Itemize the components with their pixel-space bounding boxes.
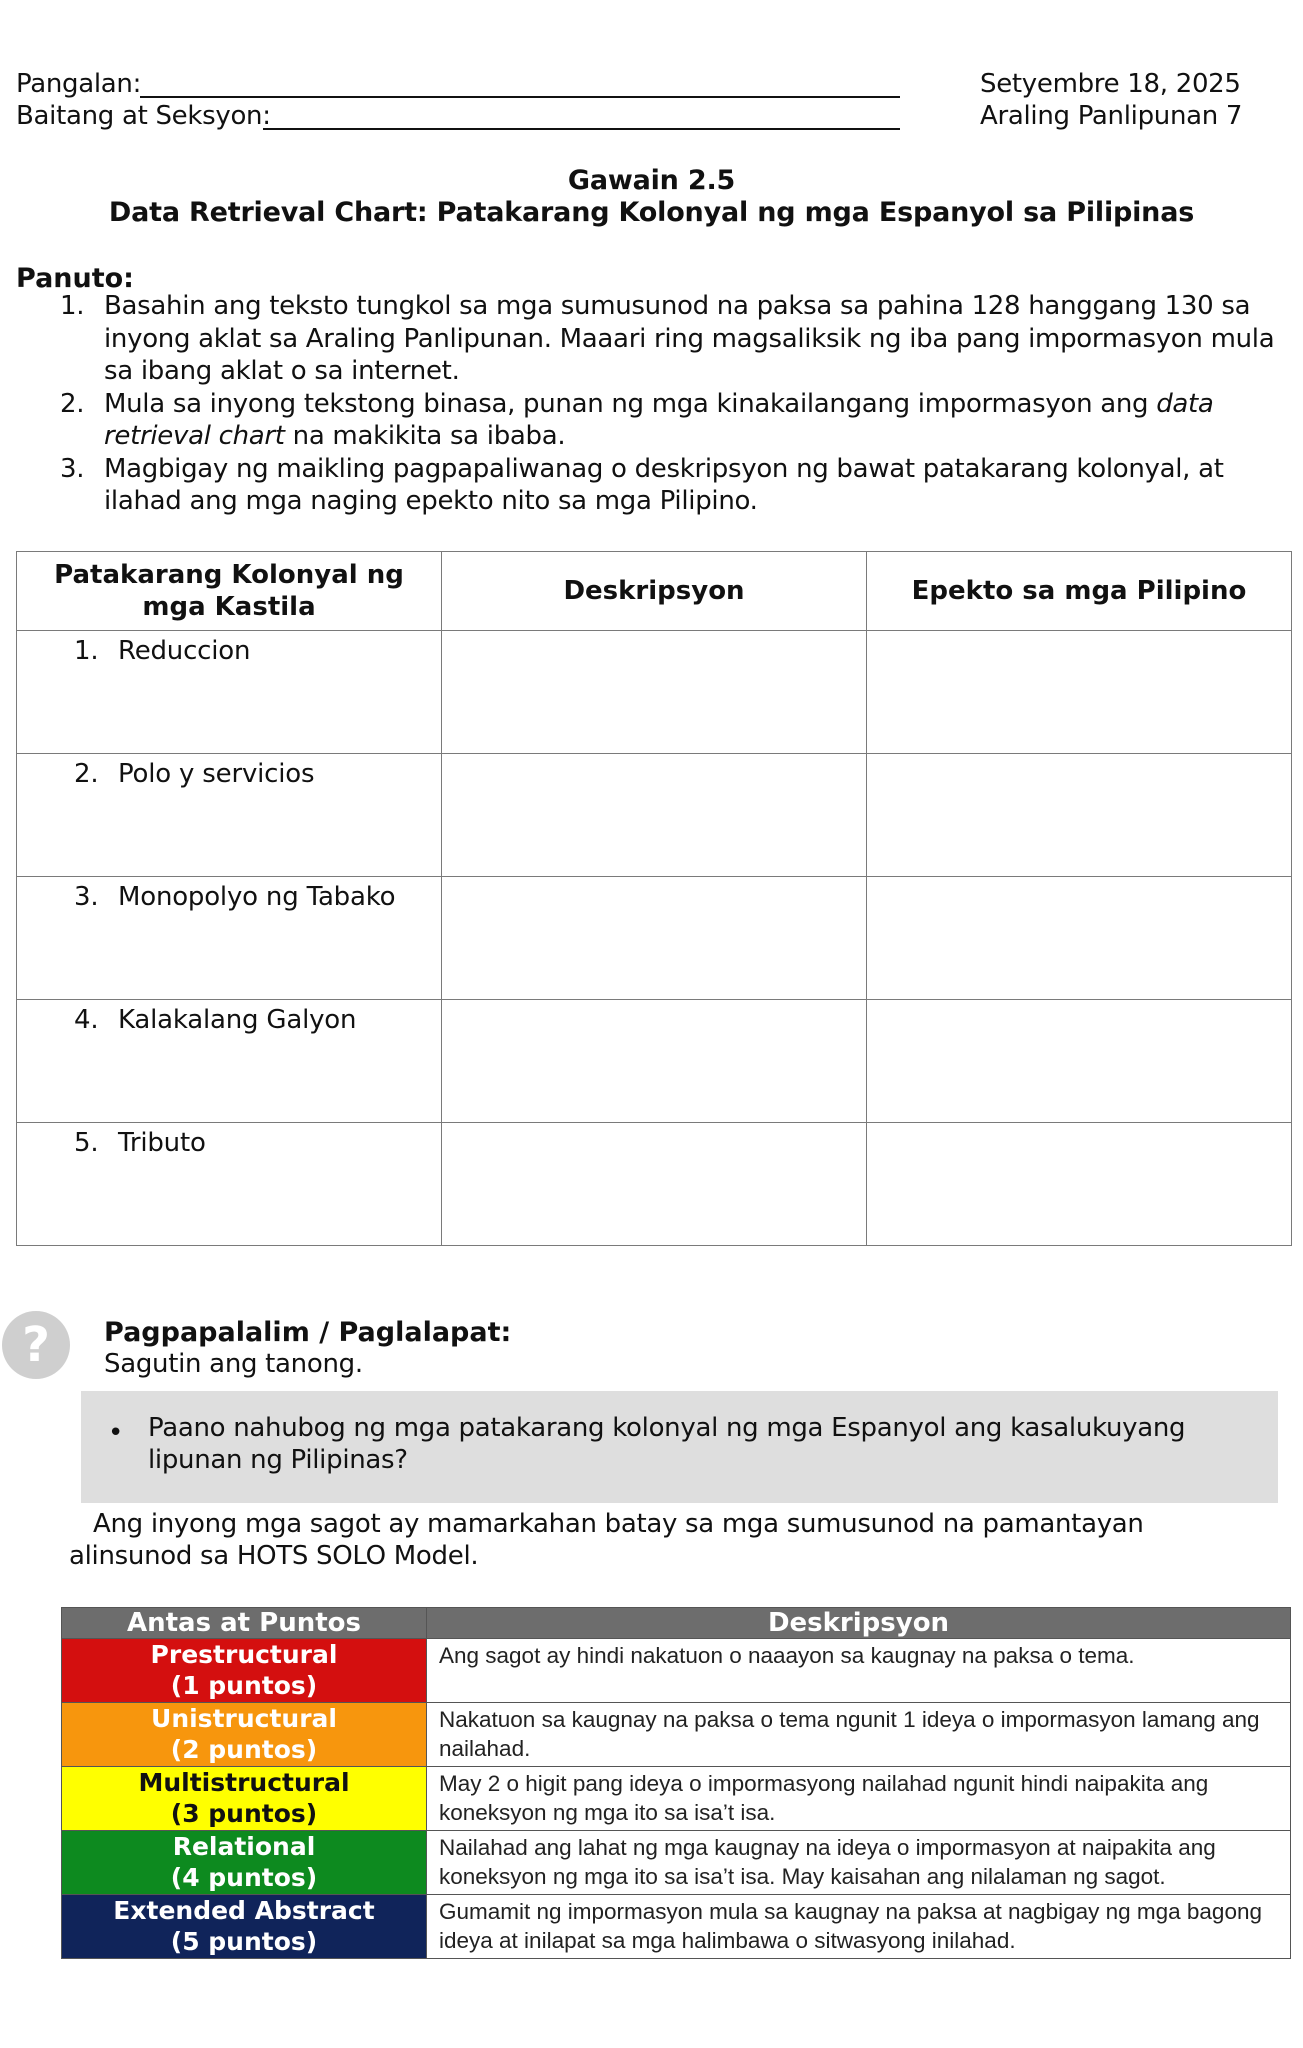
rubric-header-row [62, 1608, 1291, 1639]
rubric-description-cell: Gumamit ng impormasyon mula sa kaugnay na paksa at nagbigay ng mga bagong ideya at inilapat sa mga halimbawa o sitwasyong inilahad. [427, 1895, 1291, 1959]
drc-policy-cell [17, 631, 442, 754]
question-mark-icon: ? [2, 1311, 70, 1379]
drc-row [17, 877, 1292, 1000]
instruction-item [54, 388, 1284, 453]
row-number: 3. [74, 882, 99, 912]
rubric-level-cell [62, 1767, 427, 1831]
rubric-level-name: Unistructural [151, 1704, 337, 1733]
drc-effect-cell[interactable] [867, 877, 1292, 1000]
date-text: Setyembre 18, 2025 [980, 69, 1241, 99]
instruction-item [54, 453, 1284, 518]
rubric-description-cell: Nakatuon sa kaugnay na paksa o tema ngunit 1 ideya o impormasyon lamang ang nailahad. [427, 1703, 1291, 1767]
deepening-heading: Pagpapalalim / Paglalapat: [104, 1317, 512, 1348]
row-number: 1. [74, 636, 99, 666]
panuto-heading: Panuto: [16, 263, 134, 294]
rubric-level-points: (2 puntos) [170, 1735, 318, 1764]
drc-header-effect: Epekto sa mga Pilipino [867, 552, 1292, 631]
rubric-row [62, 1831, 1291, 1895]
name-label: Pangalan: [16, 69, 142, 99]
data-retrieval-chart [16, 551, 1292, 1246]
policy-label: Kalakalang Galyon [118, 1005, 357, 1035]
drc-effect-cell[interactable] [867, 1000, 1292, 1123]
drc-row [17, 631, 1292, 754]
rubric-level-name: Extended Abstract [113, 1896, 375, 1925]
row-number: 4. [74, 1005, 99, 1035]
drc-effect-cell[interactable] [867, 1123, 1292, 1246]
bullet-icon: • [108, 1418, 124, 1448]
name-blank-line[interactable] [140, 96, 900, 98]
policy-label: Monopolyo ng Tabako [118, 882, 396, 912]
instruction-number: 3. [60, 453, 85, 484]
drc-header-row [17, 552, 1292, 631]
rubric-level-points: (1 puntos) [170, 1671, 318, 1700]
rubric-level-cell [62, 1895, 427, 1959]
rubric-description-cell: Nailahad ang lahat ng mga kaugnay na ideya o impormasyon at naipakita ang koneksyon ng mga ito sa isa’t isa. May kaisahan ang nilalaman ng sagot. [427, 1831, 1291, 1895]
rubric-level-cell [62, 1703, 427, 1767]
section-label: Baitang at Seksyon: [16, 101, 271, 131]
policy-label: Reduccion [118, 636, 251, 666]
rubric-row [62, 1895, 1291, 1959]
drc-description-cell[interactable] [442, 877, 867, 1000]
drc-description-cell[interactable] [442, 754, 867, 877]
instructions-list [54, 290, 1284, 518]
policy-label: Polo y servicios [118, 759, 315, 789]
drc-description-cell[interactable] [442, 1123, 867, 1246]
drc-policy-cell [17, 754, 442, 877]
rubric-level-points: (4 puntos) [170, 1863, 318, 1892]
row-number: 5. [74, 1128, 99, 1158]
instruction-text: Mula sa inyong tekstong binasa, punan ng mga kinakailangang impormasyon ang [104, 388, 1157, 419]
drc-header-policy: Patakarang Kolonyal ng mga Kastila [17, 552, 442, 631]
activity-title: Gawain 2.5 [567, 165, 736, 196]
drc-description-cell[interactable] [442, 1000, 867, 1123]
drc-row [17, 1000, 1292, 1123]
section-blank-line[interactable] [263, 128, 900, 130]
rubric-table [61, 1607, 1291, 1959]
drc-effect-cell[interactable] [867, 631, 1292, 754]
drc-policy-cell [17, 877, 442, 1000]
drc-effect-cell[interactable] [867, 754, 1292, 877]
rubric-level-points: (3 puntos) [170, 1799, 318, 1828]
rubric-row [62, 1639, 1291, 1703]
rubric-level-points: (5 puntos) [170, 1927, 318, 1956]
instruction-number: 1. [60, 291, 85, 321]
question-text: Paano nahubog ng mga patakarang kolonyal ng mga Espanyol ang kasalukuyang lipunan ng Pilipinas? [148, 1413, 1186, 1475]
rubric-row [62, 1703, 1291, 1767]
rubric-header-level: Antas at Puntos [62, 1608, 427, 1639]
rubric-level-name: Prestructural [150, 1640, 338, 1669]
instruction-italic-term: data retrieval chart [104, 388, 1214, 451]
drc-header-description: Deskripsyon [442, 552, 867, 631]
instruction-text: na makikita sa ibaba. [284, 421, 566, 451]
instruction-number: 2. [60, 388, 85, 419]
subject-text: Araling Panlipunan 7 [980, 101, 1243, 131]
rubric-description-cell: May 2 o higit pang ideya o impormasyong nailahad ngunit hindi naipakita ang koneksyon ng mga ito sa isa’t isa. [427, 1767, 1291, 1831]
rubric-header-description: Deskripsyon [427, 1608, 1291, 1639]
instruction-text: Basahin ang teksto tungkol sa mga sumusunod na paksa sa pahina 128 hanggang 130 sa inyong aklat sa Araling Panlipunan. Maaari ring magsaliksik ng iba pang impormasyon mula sa ibang aklat o sa internet. [104, 291, 1275, 386]
rubric-row [62, 1767, 1291, 1831]
rubric-level-cell [62, 1639, 427, 1703]
policy-label: Tributo [118, 1128, 206, 1158]
deepening-instruction: Sagutin ang tanong. [104, 1349, 363, 1379]
rubric-level-name: Multistructural [138, 1768, 350, 1797]
drc-row [17, 1123, 1292, 1246]
drc-row [17, 754, 1292, 877]
grading-note: Ang inyong mga sagot ay mamarkahan batay sa mga sumusunod na pamantayan alinsunod sa HOTS SOLO Model. [69, 1509, 1144, 1571]
drc-policy-cell [17, 1000, 442, 1123]
main-title: Data Retrieval Chart: Patakarang Kolonyal ng mga Espanyol sa Pilipinas [108, 197, 1195, 228]
instruction-item [54, 290, 1284, 388]
rubric-description-cell: Ang sagot ay hindi nakatuon o naaayon sa kaugnay na paksa o tema. [427, 1639, 1291, 1703]
drc-policy-cell [17, 1123, 442, 1246]
rubric-level-name: Relational [172, 1832, 316, 1861]
drc-description-cell[interactable] [442, 631, 867, 754]
instruction-text: Magbigay ng maikling pagpapaliwanag o deskripsyon ng bawat patakarang kolonyal, at ilahad ang mga naging epekto nito sa mga Pilipino. [104, 453, 1224, 516]
rubric-level-cell [62, 1831, 427, 1895]
row-number: 2. [74, 759, 99, 789]
